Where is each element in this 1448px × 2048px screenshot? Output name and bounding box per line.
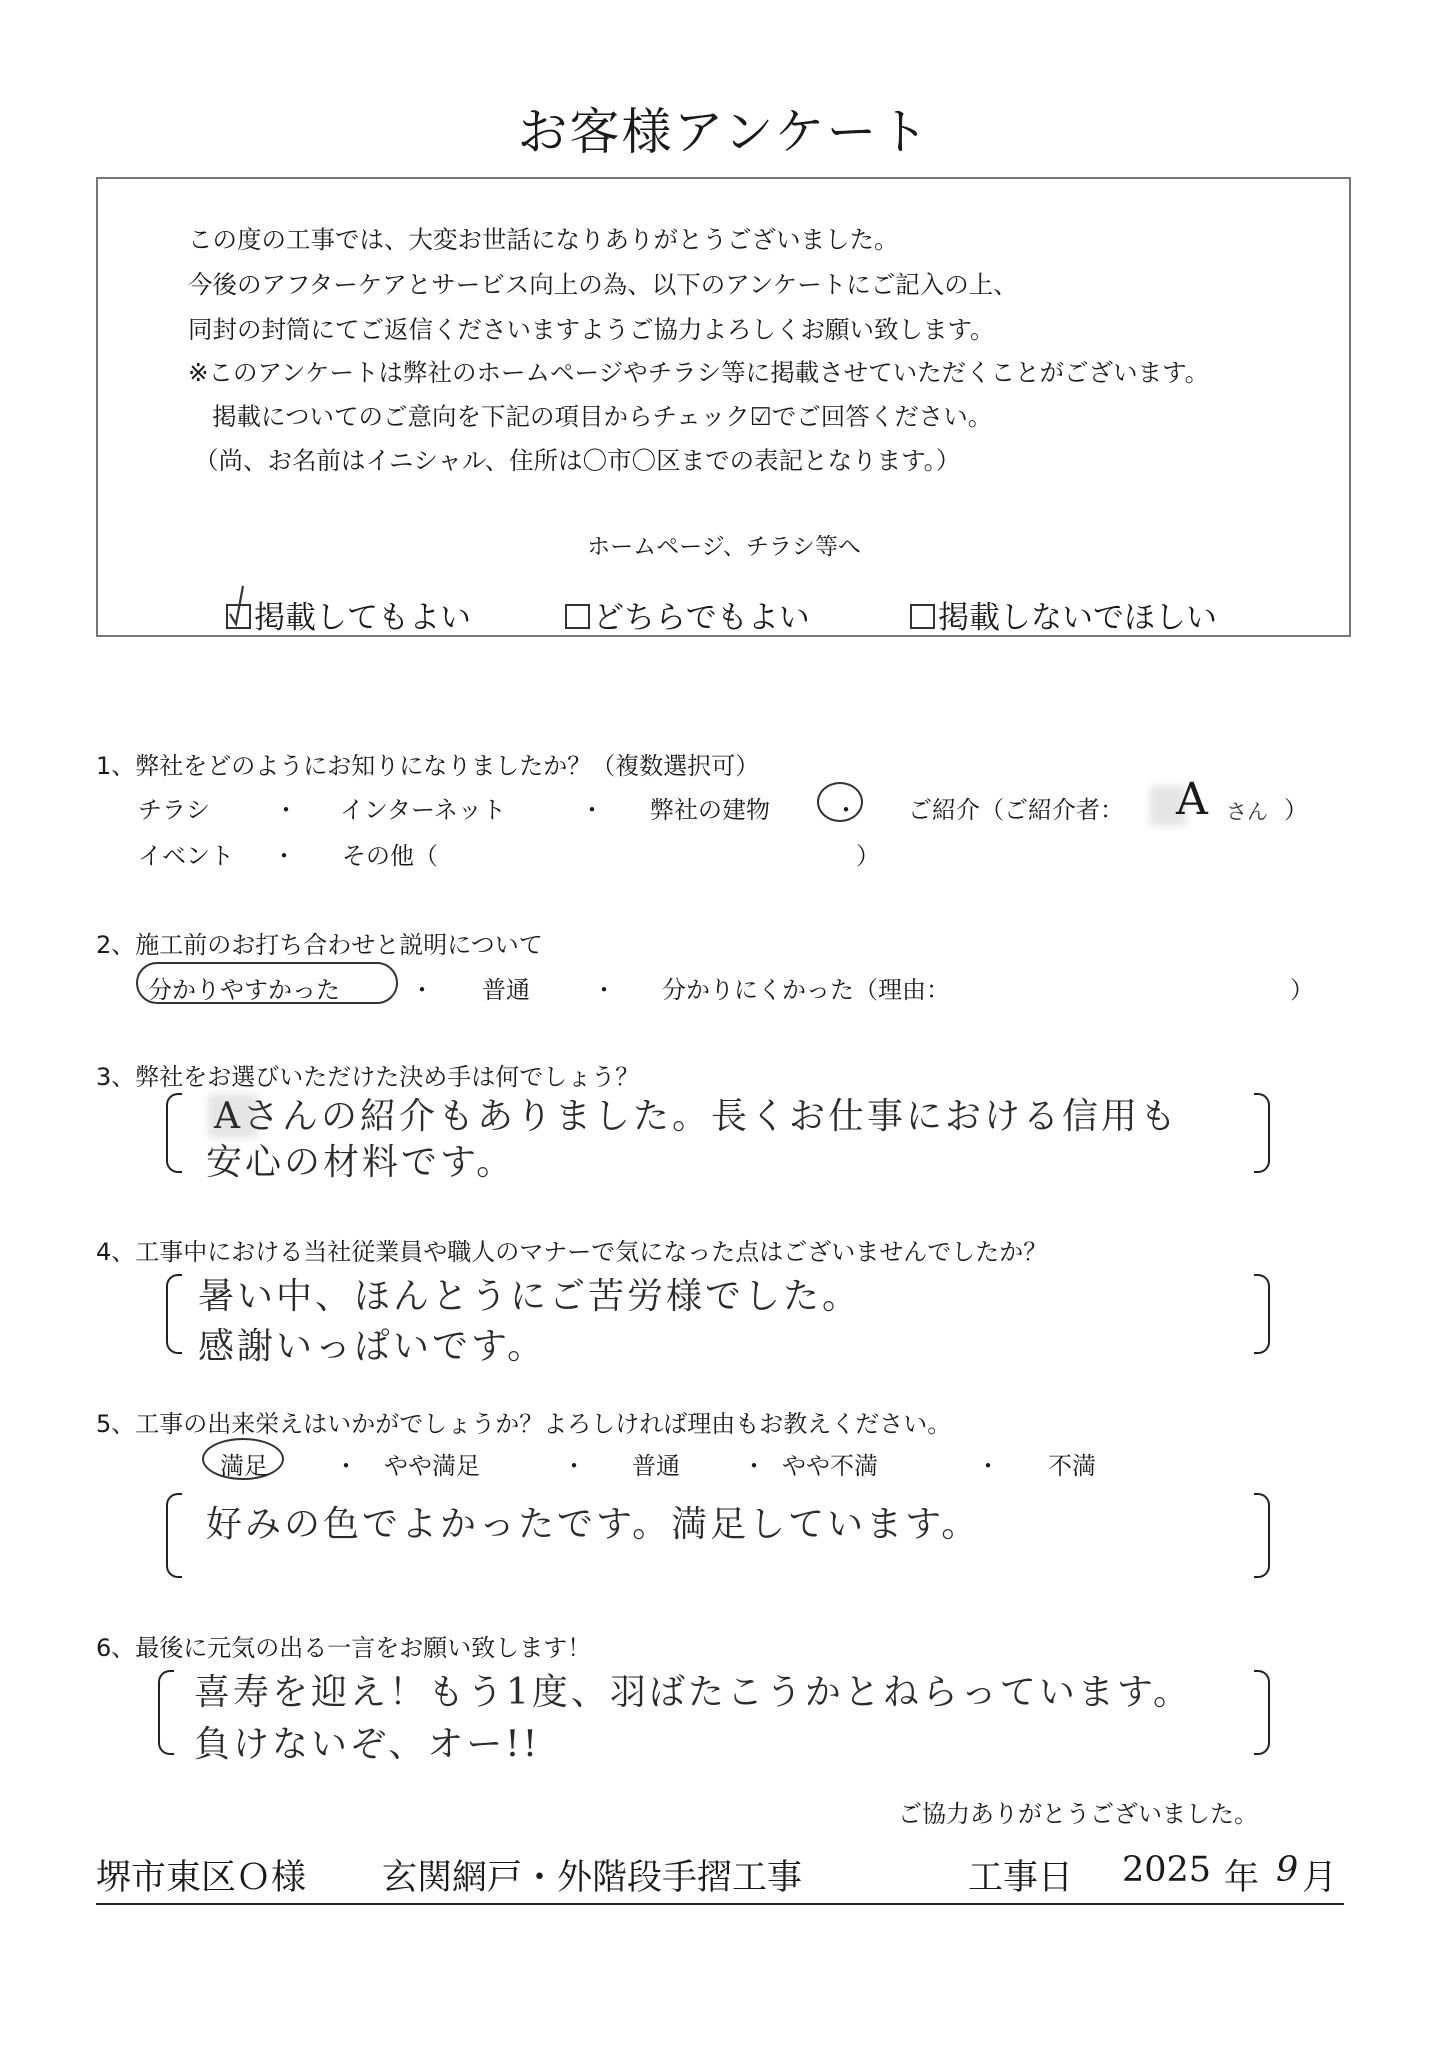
separator: ・ xyxy=(274,796,298,824)
answer-bracket-left xyxy=(166,1093,182,1173)
answer-bracket-right xyxy=(1254,1670,1270,1755)
consent-option-no-publish[interactable] xyxy=(910,592,1217,637)
question-1: 1、弊社をどのようにお知りになりましたか？（複数選択可） xyxy=(96,752,760,780)
answer-bracket-right xyxy=(1254,1493,1270,1578)
page-title: お客様アンケート xyxy=(517,103,931,161)
footer-customer: 堺市東区Ｏ様 xyxy=(96,1858,307,1898)
answer-bracket-left xyxy=(166,1493,182,1578)
answer-bracket-left xyxy=(166,1274,182,1354)
intro-line-3: 同封の封筒にてご返信くださいますようご協力よろしくお願い致します。 xyxy=(188,315,995,344)
intro-line-5: 掲載についてのご意向を下記の項目からチェック☑でご回答ください。 xyxy=(212,402,993,431)
q1-referral-close: ） xyxy=(1284,796,1308,824)
q5-option-dissatisfied[interactable]: 不満 xyxy=(1048,1452,1096,1480)
consent-option-label: どちらでもよい xyxy=(593,600,810,636)
footer-year-unit: 年 xyxy=(1224,1858,1260,1898)
separator: ・ xyxy=(742,1452,766,1480)
consent-option-either[interactable] xyxy=(565,592,810,637)
separator: ・ xyxy=(592,976,616,1004)
intro-line-4: ※このアンケートは弊社のホームページやチラシ等に掲載させていただくことがございます。 xyxy=(188,358,1210,387)
q1-option-other[interactable]: その他（ xyxy=(342,842,438,870)
q5-option-somewhat-dissatisfied[interactable]: やや不満 xyxy=(782,1452,878,1480)
footer-month-handwritten: 9 xyxy=(1276,1850,1299,1890)
question-4: 4、工事中における当社従業員や職人のマナーで気になった点はございませんでしたか？ xyxy=(96,1238,1048,1266)
footer-date-label: 工事日 xyxy=(968,1858,1074,1898)
q3-answer-line-1: Aさんの紹介もありました。長くお仕事における信用も xyxy=(214,1096,1179,1137)
q2-option-normal[interactable]: 普通 xyxy=(482,976,530,1004)
consent-option-label: 掲載してもよい xyxy=(254,600,471,636)
checkbox[interactable] xyxy=(565,604,590,629)
answer-bracket-left xyxy=(158,1670,174,1755)
separator: ・ xyxy=(976,1452,1000,1480)
question-2: 2、施工前のお打ち合わせと説明について xyxy=(96,931,543,959)
q3-answer-line-2: 安心の材料です。 xyxy=(206,1142,516,1183)
footer-year: 2025 xyxy=(1122,1850,1212,1890)
q2-reason-close: ） xyxy=(1290,976,1314,1004)
footer-work: 玄関網戸・外階段手摺工事 xyxy=(382,1858,803,1898)
consent-option-label: 掲載しないでほしい xyxy=(938,600,1217,636)
separator: ・ xyxy=(410,976,434,1004)
check-mark-icon xyxy=(226,604,247,625)
q6-answer-line-2: 負けないぞ、オー!! xyxy=(194,1724,541,1765)
separator: ・ xyxy=(834,796,858,824)
consent-title: ホームページ、チラシ等へ xyxy=(587,534,861,560)
answer-bracket-right xyxy=(1254,1274,1270,1354)
q1-option-internet[interactable]: インターネット xyxy=(340,796,506,824)
q1-option-flyer[interactable]: チラシ xyxy=(138,796,210,824)
question-6: 6、最後に元気の出る一言をお願い致します！ xyxy=(96,1634,592,1662)
q2-option-unclear[interactable]: 分かりにくかった（理由： xyxy=(662,976,950,1004)
q5-option-satisfied[interactable]: 満足 xyxy=(220,1452,268,1480)
q6-answer-line-1: 喜寿を迎え！もう1度、羽ばたこうかとねらっています。 xyxy=(194,1672,1193,1713)
q5-option-somewhat-satisfied[interactable]: やや満足 xyxy=(384,1452,480,1480)
q1-other-close: ） xyxy=(856,842,880,870)
separator: ・ xyxy=(562,1452,586,1480)
separator: ・ xyxy=(334,1452,358,1480)
checkbox-checked[interactable] xyxy=(226,604,251,629)
question-3: 3、弊社をお選びいただけた決め手は何でしょう？ xyxy=(96,1063,640,1091)
question-5: 5、工事の出来栄えはいかがでしょうか？よろしければ理由もお教えください。 xyxy=(96,1410,952,1438)
checkbox[interactable] xyxy=(910,604,935,629)
consent-option-publish[interactable] xyxy=(226,592,471,637)
separator: ・ xyxy=(580,796,604,824)
q1-option-referral[interactable]: ご紹介（ご紹介者： xyxy=(908,796,1124,824)
referrer-suffix-handwritten: さん xyxy=(1226,800,1268,824)
q1-option-building[interactable]: 弊社の建物 xyxy=(650,796,770,824)
separator: ・ xyxy=(272,842,296,870)
q1-option-event[interactable]: イベント xyxy=(138,842,234,870)
q5-answer-line-1: 好みの色でよかったです。満足しています。 xyxy=(206,1504,981,1545)
intro-line-2: 今後のアフターケアとサービス向上の為、以下のアンケートにご記入の上、 xyxy=(188,270,1018,299)
q2-option-clear[interactable]: 分かりやすかった xyxy=(148,976,340,1004)
q5-option-normal[interactable]: 普通 xyxy=(632,1452,680,1480)
q4-answer-line-2: 感謝いっぱいです。 xyxy=(198,1326,547,1367)
footer-underline xyxy=(96,1903,1344,1905)
intro-line-1: この度の工事では、大変お世話になりありがとうございました。 xyxy=(188,225,899,254)
thanks-text: ご協力ありがとうございました。 xyxy=(898,1800,1258,1828)
q4-answer-line-1: 暑い中、ほんとうにご苦労様でした。 xyxy=(198,1276,862,1317)
footer-month-unit: 月 xyxy=(1302,1858,1338,1898)
intro-line-6: （尚、お名前はイニシャル、住所は〇市〇区までの表記となります。） xyxy=(194,446,961,475)
referrer-handwritten: A xyxy=(1176,774,1208,825)
answer-bracket-right xyxy=(1254,1093,1270,1173)
